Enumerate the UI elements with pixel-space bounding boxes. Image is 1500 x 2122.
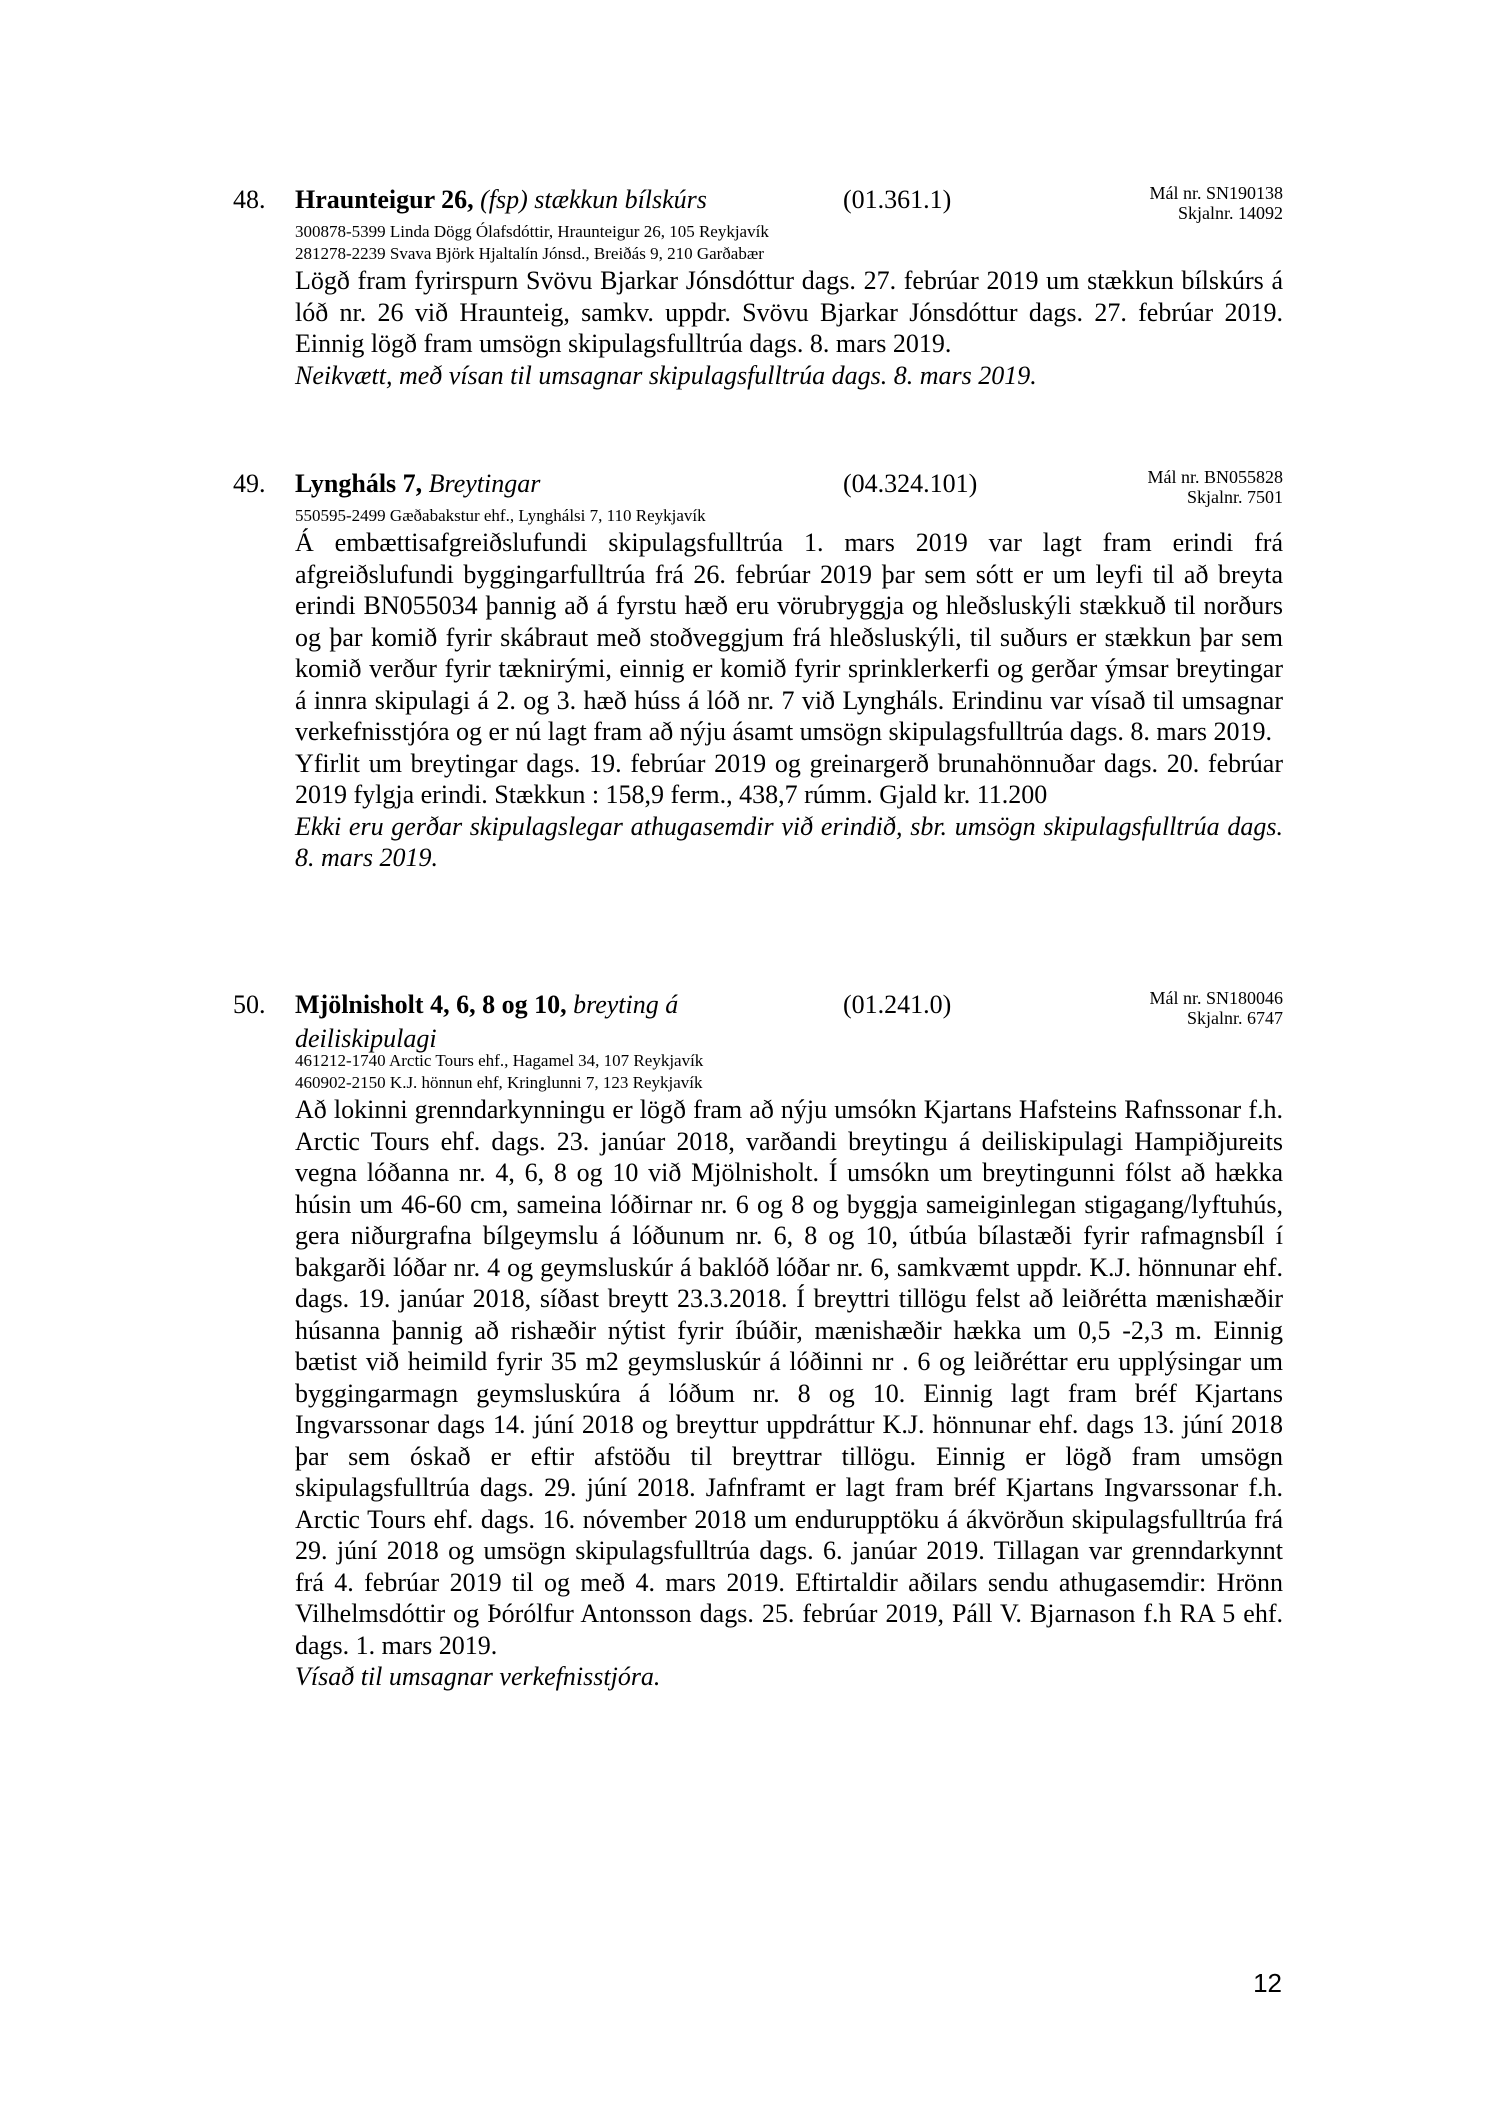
body-paragraph: Yfirlit um breytingar dags. 19. febrúar 2019 og greinargerð brunahönnuðar dags. 20. febrúar 2019 fylgja erindi. Stækkun : 158,9 ferm., 438,7 rúmm. Gjald kr. 11.200: [295, 748, 1283, 809]
item-title: [295, 988, 765, 1056]
item-description: breyting á deiliskipulagi: [295, 990, 679, 1053]
item-body: [295, 1094, 1283, 1693]
record-number: Skjalnr. 14092: [1177, 203, 1283, 223]
item-body: [295, 265, 1283, 391]
item-number: 49.: [233, 469, 266, 498]
party-line: 460902-2150 K.J. hönnun ehf, Kringlunni 7, 123 Reykjavík: [295, 1073, 703, 1092]
page-number: 12: [1253, 1968, 1282, 1998]
item-description: Breytingar: [428, 469, 541, 498]
item-body: [295, 527, 1283, 874]
item-address: Mjölnisholt 4, 6, 8 og 10,: [295, 990, 567, 1019]
case-refs: [1149, 988, 1283, 1028]
party-list: [295, 505, 1283, 527]
item-title: [295, 467, 815, 501]
record-number: Skjalnr. 7501: [1186, 487, 1283, 507]
item-description: (fsp) stækkun bílskúrs: [480, 185, 707, 214]
lot-number: (01.241.0): [843, 990, 952, 1019]
case-refs: [1149, 183, 1283, 223]
decision-text: Vísað til umsagnar verkefnisstjóra.: [295, 1662, 661, 1691]
lot-number: (04.324.101): [843, 469, 978, 498]
party-line: 300878-5399 Linda Dögg Ólafsdóttir, Hraunteigur 26, 105 Reykjavík: [295, 222, 769, 241]
decision-text: Ekki eru gerðar skipulagslegar athugasemdir við erindið, sbr. umsögn skipulagsfulltrúa dags. 8. mars 2019.: [295, 811, 1283, 872]
agenda-item-49: [233, 467, 1283, 874]
party-line: 281278-2239 Svava Björk Hjaltalín Jónsd., Breiðás 9, 210 Garðabær: [295, 244, 764, 263]
item-header: [233, 183, 1283, 221]
case-number: Mál nr. SN180046: [1149, 988, 1283, 1008]
item-number: 50.: [233, 990, 266, 1019]
item-address: Lyngháls 7,: [295, 469, 423, 498]
case-number: Mál nr. BN055828: [1147, 467, 1283, 487]
lot-number: (01.361.1): [843, 185, 952, 214]
case-number: Mál nr. SN190138: [1149, 183, 1283, 203]
agenda-item-48: [233, 183, 1283, 391]
body-paragraph: Lögð fram fyrirspurn Svövu Bjarkar Jónsdóttur dags. 27. febrúar 2019 um stækkun bílskúrs á lóð nr. 26 við Hraunteig, samkv. uppdr. Svövu Bjarkar Jónsdóttur dags. 27. febrúar 2019. Einnig lögð fram umsögn skipulagsfulltrúa dags. 8. mars 2019.: [295, 266, 1283, 358]
party-list: [295, 1050, 1283, 1094]
party-list: [295, 221, 1283, 265]
case-refs: [1147, 467, 1283, 507]
item-address: Hraunteigur 26,: [295, 185, 474, 214]
record-number: Skjalnr. 6747: [1186, 1008, 1283, 1028]
body-paragraph: Að lokinni grenndarkynningu er lögð fram að nýju umsókn Kjartans Hafsteins Rafnssonar f.h. Arctic Tours ehf. dags. 23. janúar 2018, varðandi breytingu á deiliskipulagi Hampiðjureits vegna lóðanna nr. 4, 6, 8 og 10 við Mjölnisholt. Í umsókn um breytingunni fólst að hækka húsin um 46-60 cm, sameina lóðirnar nr. 6 og 8 og byggja sameiginlegan stigagang/lyftuhús, gera niðurgrafna bílgeymslu á lóðunum nr. 6, 8 og 10, útbúa bílastæði fyrir rafmagnsbíl í bakgarði lóðar nr. 4 og geymsluskúr á baklóð lóðar nr. 6, samkvæmt uppdr. K.J. hönnunar ehf. dags. 19. janúar 2018, síðast breytt 23.3.2018. Í breyttri tillögu felst að leiðrétta mænishæðir húsanna þannig að rishæðir nýtist fyrir íbúðir, mænishæðir hækka um 0,5 -2,3 m. Einnig bætist við heimild fyrir 35 m2 geymsluskúr á lóðinni nr . 6 og leiðréttar eru upplýsingar um byggingarmagn geymsluskúra á lóðum nr. 8 og 10. Einnig lagt fram bréf Kjartans Ingvarssonar dags 14. júní 2018 og breyttur uppdráttur K.J. hönnunar ehf. dags 13. júní 2018 þar sem óskað er eftir afstöðu til breyttrar tillögu. Einnig er lögð fram umsögn skipulagsfulltrúa dags. 29. júní 2018. Jafnframt er lagt fram bréf Kjartans Ingvarssonar f.h. Arctic Tours ehf. dags. 16. nóvember 2018 um endurupptöku á ákvörðun skipulagsfulltrúa frá 29. júní 2018 og umsögn skipulagsfulltrúa dags. 6. janúar 2019. Tillagan var grenndarkynnt frá 4. febrúar 2019 til og með 4. mars 2019. Eftirtaldir aðilars sendu athugasemdir: Hrönn Vilhelmsdóttir og Þórólfur Antonsson dags. 25. febrúar 2019, Páll V. Bjarnason f.h RA 5 ehf. dags. 1. mars 2019.: [295, 1095, 1283, 1660]
agenda-item-50: [233, 988, 1283, 1693]
item-header: [233, 467, 1283, 505]
body-paragraph: Á embættisafgreiðslufundi skipulagsfulltrúa 1. mars 2019 var lagt fram erindi frá afgreiðslufundi byggingarfulltrúa frá 26. febrúar 2019 þar sem sótt er um leyfi til að breyta erindi BN055034 þannig að á fyrstu hæð eru vörubryggja og hleðsluskýli stækkuð til norðurs og þar komið fyrir skábraut með stoðveggjum frá hleðsluskýli, til suðurs er stækkun þar sem komið verður fyrir tæknirými, einnig er komið fyrir sprinklerkerfi og gerðar ýmsar breytingar á innra skipulagi á 2. og 3. hæð húss á lóð nr. 7 við Lyngháls. Erindinu var vísað til umsagnar verkefnisstjóra og er nú lagt fram að nýju ásamt umsögn skipulagsfulltrúa dags. 8. mars 2019.: [295, 528, 1283, 746]
item-number: 48.: [233, 185, 266, 214]
item-title: [295, 183, 815, 217]
party-line: 461212-1740 Arctic Tours ehf., Hagamel 34, 107 Reykjavík: [295, 1051, 704, 1070]
party-line: 550595-2499 Gæðabakstur ehf., Lynghálsi 7, 110 Reykjavík: [295, 506, 706, 525]
decision-text: Neikvætt, með vísan til umsagnar skipulagsfulltrúa dags. 8. mars 2019.: [295, 360, 1037, 390]
item-header: [233, 988, 1283, 1053]
